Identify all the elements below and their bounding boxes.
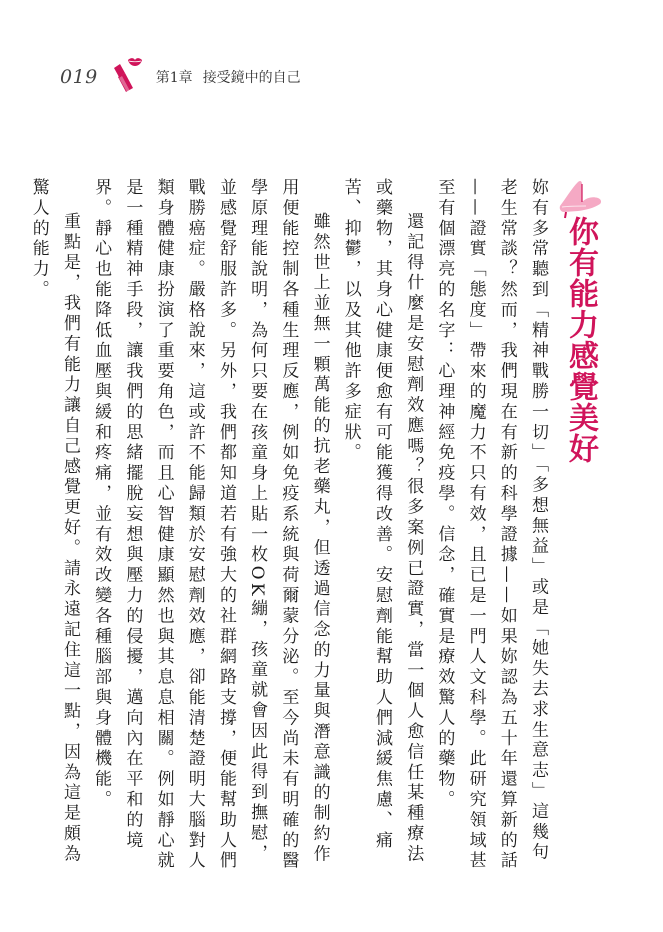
section-title: 你有能力感覺美好 <box>563 216 598 464</box>
paragraph-1: 妳有多常聽到「精神戰勝一切」「多想無益」或是「她失去求生意志」這幾句老生常談？然而，我們現在有新的科學證據——如果妳認為五十年還算新的話——證實「態度」帶來的魔力不只有效，且已是一門人文科學。此研究領域甚至有個漂亮的名字：心理神經免疫學。信念，確實是療效驚人的藥物。 <box>434 178 548 872</box>
page-number: 019 <box>60 66 98 88</box>
high-heel-icon <box>556 176 604 220</box>
lipstick-icon <box>106 56 146 98</box>
body-text <box>28 178 553 878</box>
section-heading <box>548 176 614 464</box>
paragraph-2: 還記得什麼是安慰劑效應嗎？很多案例已證實，當一個人愈信任某種療法或藥物，其身心健康便愈有可能獲得改善。安慰劑能幫助人們減緩焦慮、痛苦、抑鬱，以及其他許多症狀。 <box>340 178 424 865</box>
paragraph-4: 重點是，我們有能力讓自己感覺更好。請永遠記住這一點，因為這是頗為驚人的能力。 <box>28 178 80 865</box>
running-header <box>60 56 301 98</box>
chapter-label: 第1章 <box>155 70 193 86</box>
chapter-title: 接受鏡中的自己 <box>202 70 301 86</box>
paragraph-3: 雖然世上並無一顆萬能的抗老藥丸，但透過信念的力量與潛意識的制約作用便能控制各種生理反應，例如免疫系統與荷爾蒙分泌。至今尚未有明確的醫學原理能說明，為何只要在孩童身上貼一枚OK繃，孩童就會因此得到撫慰，並感覺舒服許多。另外，我們都知道若有強大的社群網路支撐，便能幫助人們戰勝癌症。嚴格說來，這或許不能歸類於安慰劑效應，卻能清楚證明大腦對人類身體健康扮演了重要角色，而且心智健康顯然也與其息息相關。例如靜心就是一種精神手段，讓我們的思緒擺脫妄想與壓力的侵擾，邁向內在平和的境界。靜心也能降低血壓與緩和疼痛，並有效改變各種腦部與身體機能。 <box>91 178 330 872</box>
